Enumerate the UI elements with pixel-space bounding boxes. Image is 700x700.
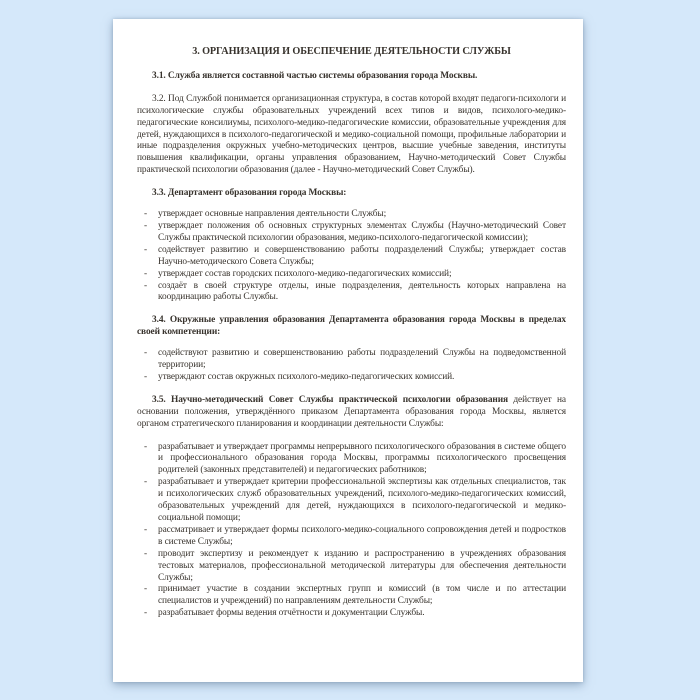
heading-3-4: 3.4. Окружные управления образования Департамента образования города Москвы в пределах своей компетенции: — [137, 315, 566, 338]
list-3-3 — [137, 209, 566, 304]
list-item: - содействует развитию и совершенствованию работы подразделений Службы; утверждает состав Научно-методического Совета Службы; — [137, 245, 566, 269]
section-3-1: 3.1. Служба является составной частью системы образования города Москвы. — [152, 70, 478, 81]
list-3-5 — [137, 442, 566, 621]
list-item: - разрабатывает и утверждает программы непрерывного психологического образования в системе общего и профессионального образования города Москвы, программы психологического просвещения родителей (законных представителей) и педагогических работников; — [137, 442, 566, 478]
list-item: - разрабатывает формы ведения отчётности и документации Службы. — [137, 608, 566, 620]
list-item: - утверждает положения об основных структурных элементах Службы (Научно-методический Совет Службы практической психологии образования, медико-психолого-педагогической комиссии); — [137, 221, 566, 245]
list-item: - принимает участие в создании экспертных групп и комиссий (в том числе и по аттестации специалистов и учреждений) по направлениям деятельности Службы; — [137, 584, 566, 608]
list-item: - утверждает основные направления деятельности Службы; — [137, 209, 566, 221]
list-item: - создаёт в своей структуре отделы, иные подразделения, деятельность которых направлена на координацию работы Службы. — [137, 281, 566, 305]
list-item: - утверждает состав городских психолого-медико-педагогических комиссий; — [137, 269, 566, 281]
list-item: - содействуют развитию и совершенствованию работы подразделений Службы на подведомственной территории; — [137, 348, 566, 372]
paragraph-3-2: 3.2. Под Службой понимается организационная структура, в состав которой входят педагоги-психологи и психологические службы образовательных учреждений всех типов и видов, психолого-медико-педагогические консилиумы, психолого-медико-педагогические комиссии, образовательные учреждения для детей, нуждающихся в психолого-педагогической и медико-социальной помощи, профильные лаборатории и иные подразделения окружных учебно-методических центров, высшие учебные заведения, институты повышения квалификации, органы управления образованием, Научно-методический Совет Службы практической психологии образования (далее - Научно-методический Совет Службы). — [137, 93, 566, 176]
heading-3-5-lead: 3.5. Научно-методический Совет Службы практической психологии образования — [152, 394, 508, 405]
list-item: - утверждают состав окружных психолого-медико-педагогических комиссий. — [137, 372, 566, 384]
list-3-4 — [137, 348, 566, 384]
list-item: - разрабатывает и утверждает критерии профессиональной экспертизы как отдельных специалистов, так и психологических служб образовательных учреждений, психолого-медико-педагогических комиссий, образовательных учреждений для детей, нуждающихся в психолого-педагогической и медико-социальной помощи; — [137, 477, 566, 525]
document-title: 3. ОРГАНИЗАЦИЯ И ОБЕСПЕЧЕНИЕ ДЕЯТЕЛЬНОСТИ СЛУЖБЫ — [192, 46, 511, 57]
list-item: - проводит экспертизу и рекомендует к изданию и распространению в учреждениях образования тестовых материалов, профессиональной методической литературы для обеспечения деятельности Службы; — [137, 549, 566, 585]
paragraph-3-5 — [137, 395, 566, 431]
heading-3-3: 3.3. Департамент образования города Москвы: — [152, 188, 347, 199]
paragraph-3-5-rest: действует на основании положения, утверждённого приказом Департамента образования города Москвы, является органом стратегического планирования и координации деятельности Службы: — [137, 394, 566, 429]
list-item: - рассматривает и утверждает формы психолого-медико-социального сопровождения детей и подростков в системе Службы; — [137, 525, 566, 549]
document-page — [113, 19, 583, 682]
